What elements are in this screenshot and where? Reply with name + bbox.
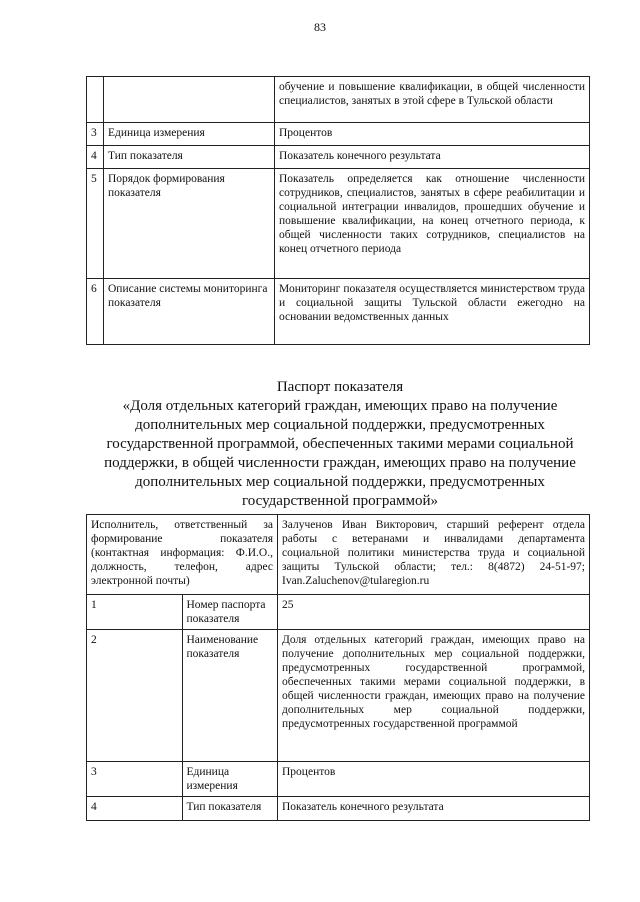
row-number-cell bbox=[87, 77, 104, 123]
row-value-cell: Процентов bbox=[275, 123, 590, 146]
row-number-cell: 3 bbox=[87, 762, 183, 797]
row-value-cell: Процентов bbox=[278, 762, 590, 797]
row-label-cell: Наименование показателя bbox=[182, 630, 278, 762]
row-value-cell: Доля отдельных категорий граждан, имеющих право на получение дополнительных мер социальной поддержки, предусмотренных государственной программой, обеспеченных такими мерами социальной поддержки, в общей численности граждан, имеющих право на получение дополнительных мер социальной поддержки, предусмотренных государственной программой bbox=[278, 630, 590, 762]
row-label-cell: Единица измерения bbox=[182, 762, 278, 797]
executor-value-cell: Залученов Иван Викторович, старший референт отдела работы с ветеранами и инвалидами департамента социальной политики министерства труда и социальной защиты Тульской области; тел.: 8(4872) 24-51-97; Ivan.Zaluchenov@tularegion.ru bbox=[278, 515, 590, 595]
row-value-cell: Показатель конечного результата bbox=[275, 146, 590, 169]
table-row bbox=[87, 123, 590, 146]
row-value-cell: Показатель определяется как отношение численности сотрудников, специалистов, занятых в сфере реабилитации и социальной интеграции инвалидов, прошедших обучение и повышение квалификации, на конец отчетного периода, к общей численности таких сотрудников, специалистов на конец отчетного периода bbox=[275, 169, 590, 279]
row-label-cell bbox=[104, 77, 275, 123]
table-row bbox=[87, 515, 590, 595]
passport-heading bbox=[80, 378, 600, 511]
table-row bbox=[87, 595, 590, 630]
row-number-cell: 6 bbox=[87, 279, 104, 345]
row-number-cell: 4 bbox=[87, 797, 183, 821]
row-number-cell: 1 bbox=[87, 595, 183, 630]
table-row bbox=[87, 630, 590, 762]
row-label-cell: Тип показателя bbox=[182, 797, 278, 821]
indicator-passport-table bbox=[86, 514, 590, 821]
table-row bbox=[87, 797, 590, 821]
page-number: 83 bbox=[314, 20, 326, 34]
row-number-cell: 5 bbox=[87, 169, 104, 279]
table-row bbox=[87, 77, 590, 123]
executor-label-cell: Исполнитель, ответственный за формирование показателя (контактная информация: Ф.И.О., должность, телефон, адрес электронной почты) bbox=[87, 515, 278, 595]
row-value-cell: Показатель конечного результата bbox=[278, 797, 590, 821]
indicator-table-continued bbox=[86, 76, 590, 345]
row-label-cell: Номер паспорта показателя bbox=[182, 595, 278, 630]
row-number-cell: 2 bbox=[87, 630, 183, 762]
row-label-cell: Описание системы мониторинга показателя bbox=[104, 279, 275, 345]
row-value-cell: обучение и повышение квалификации, в общей численности специалистов, занятых в этой сфере в Тульской области bbox=[275, 77, 590, 123]
row-label-cell: Единица измерения bbox=[104, 123, 275, 146]
row-value-cell: Мониторинг показателя осуществляется министерством труда и социальной защиты Тульской области ежегодно на основании ведомственных данных bbox=[275, 279, 590, 345]
table-row bbox=[87, 169, 590, 279]
row-number-cell: 3 bbox=[87, 123, 104, 146]
row-label-cell: Порядок формирования показателя bbox=[104, 169, 275, 279]
table-row bbox=[87, 279, 590, 345]
row-value-cell: 25 bbox=[278, 595, 590, 630]
row-label-cell: Тип показателя bbox=[104, 146, 275, 169]
passport-indicator-name: «Доля отдельных категорий граждан, имеющих право на получение дополнительных мер социальной поддержки, предусмотренных государственной программой, обеспеченных такими мерами социальной поддержки, в общей численности граждан, имеющих право на получение дополнительных мер социальной поддержки, предусмотренных государственной программой» bbox=[104, 398, 576, 509]
table-row bbox=[87, 762, 590, 797]
row-number-cell: 4 bbox=[87, 146, 104, 169]
table-row bbox=[87, 146, 590, 169]
passport-title: Паспорт показателя bbox=[276, 379, 404, 395]
